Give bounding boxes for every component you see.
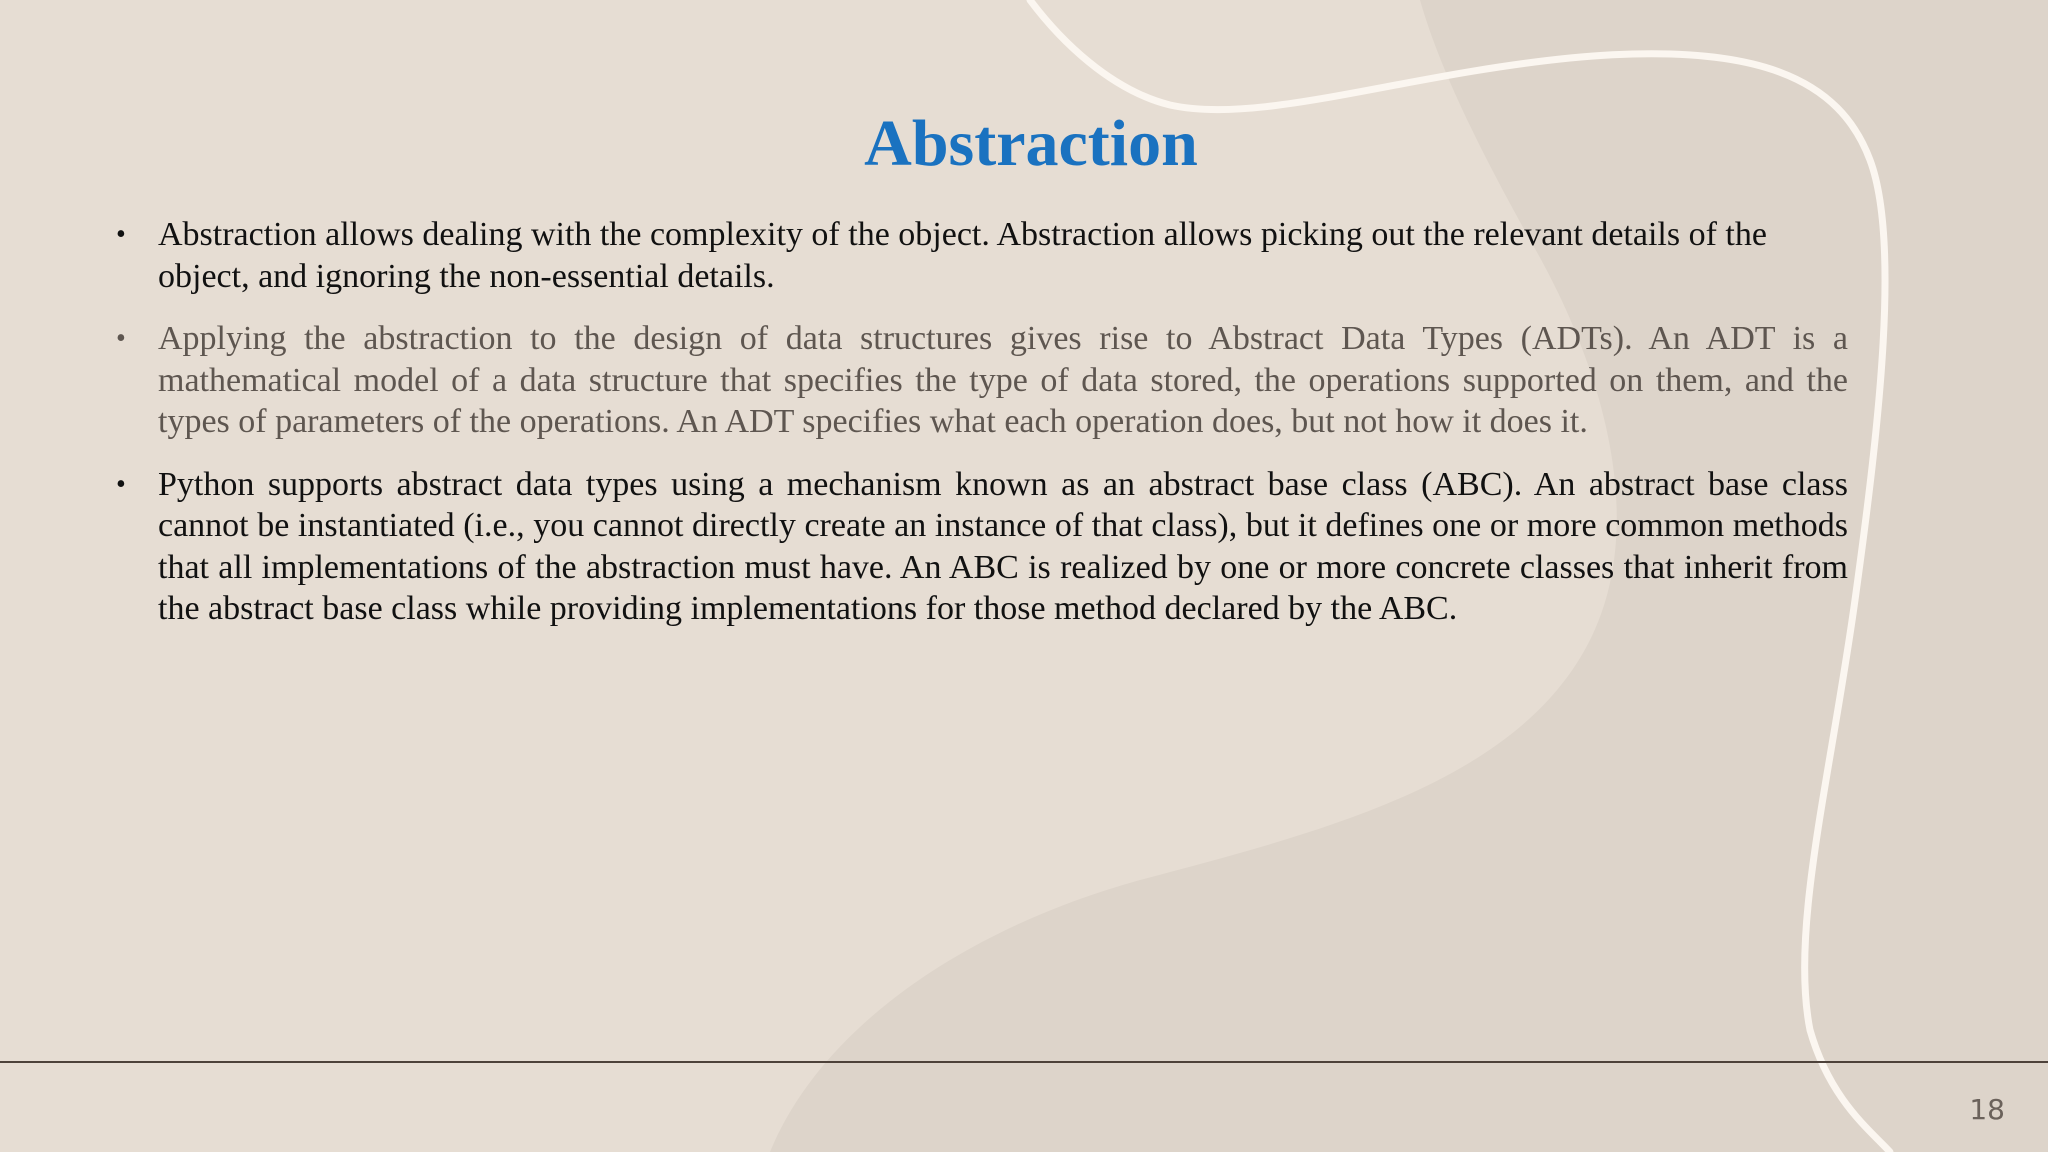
bullet-marker: • bbox=[116, 219, 126, 250]
bullet-item bbox=[112, 318, 1848, 443]
bullet-item bbox=[112, 214, 1848, 297]
bullet-text: Abstraction allows dealing with the complexity of the object. Abstraction allows picking out the relevant details of the object, and ignoring the non-essential details. bbox=[158, 216, 1767, 295]
bullet-text: Applying the abstraction to the design of data structures gives rise to Abstract Data Types (ADTs). An ADT is a mathematical model of a data structure that specifies the type of data stored, the operations supported on them, and the types of parameters of the operations. An ADT specifies what each operation does, but not how it does it. bbox=[158, 320, 1848, 440]
bullet-marker: • bbox=[116, 323, 126, 354]
bullet-item bbox=[112, 464, 1848, 630]
slide-title: Abstraction bbox=[864, 107, 1198, 180]
bullet-list bbox=[112, 214, 1848, 651]
footer-divider bbox=[0, 1061, 2048, 1063]
page-number: 18 bbox=[1969, 1093, 2005, 1126]
bullet-text: Python supports abstract data types using a mechanism known as an abstract base class (ABC). An abstract base class cannot be instantiated (i.e., you cannot directly create an instance of that class), but it defines one or more common methods that all implementations of the abstraction must have. An ABC is realized by one or more concrete classes that inherit from the abstract base class while providing implementations for those method declared by the ABC. bbox=[158, 465, 1848, 627]
bullet-marker: • bbox=[116, 468, 126, 500]
